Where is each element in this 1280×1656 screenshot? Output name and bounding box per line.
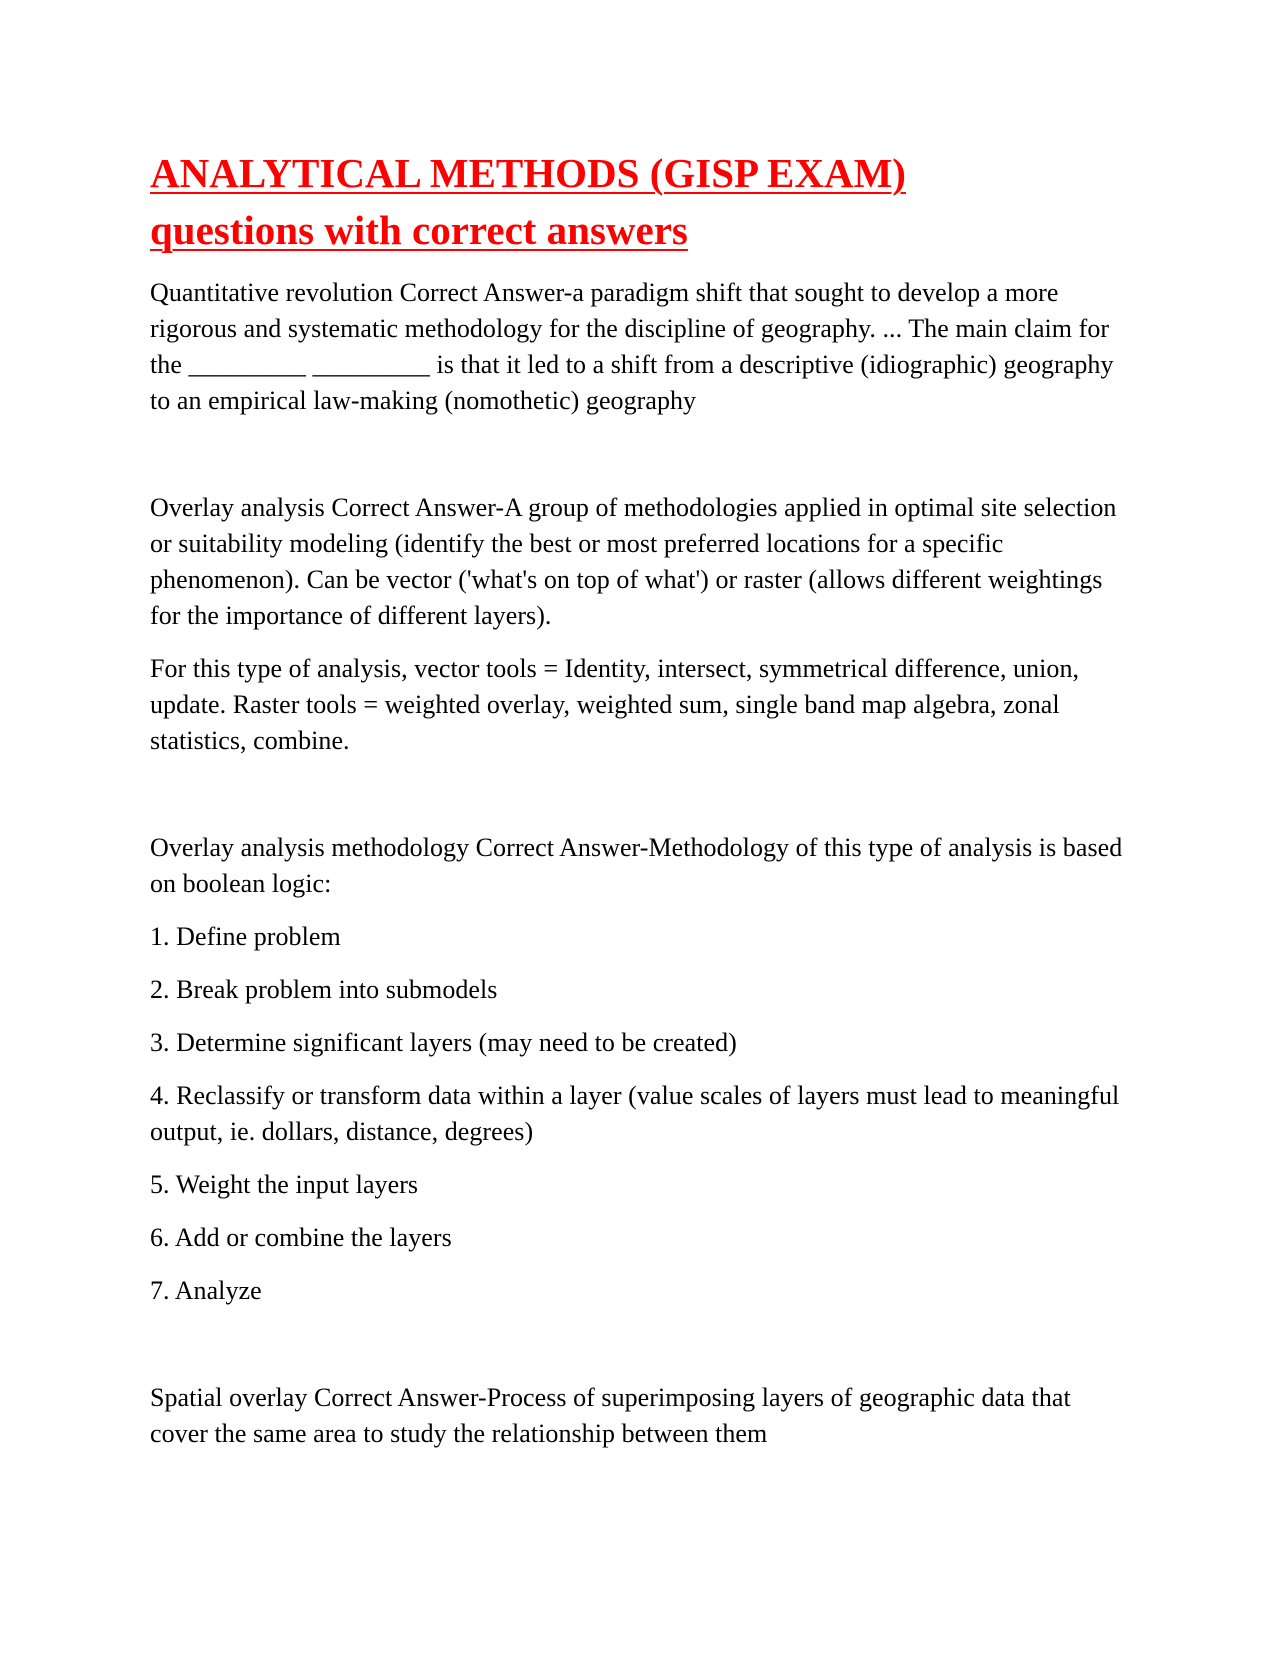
entry-overlay-tools: For this type of analysis, vector tools = Identity, intersect, symmetrical difference, union, update. Raster tools = weighted overlay, weighted sum, single band map algebra, zonal statistics, combine. <box>150 654 1080 755</box>
list-item-step-6: 6. Add or combine the layers <box>150 1223 452 1252</box>
entry-overlay-methodology: Overlay analysis methodology Correct Answer-Methodology of this type of analysis is based on boolean logic: <box>150 833 1123 898</box>
entry-quantitative-revolution: Quantitative revolution Correct Answer-a paradigm shift that sought to develop a more rigorous and systematic methodology for the discipline of geography. ... The main claim for the _________ _________ is that it led to a shift from a descriptive (idiographic) geography to an empirical law-making (nomothetic) geography <box>150 278 1114 415</box>
list-item-step-5: 5. Weight the input layers <box>150 1170 419 1199</box>
list-item-step-3: 3. Determine significant layers (may need to be created) <box>150 1028 737 1057</box>
title-line-2: questions with correct answers <box>150 207 688 253</box>
entry-overlay-analysis: Overlay analysis Correct Answer-A group of methodologies applied in optimal site selection or suitability modeling (identify the best or most preferred locations for a specific phenomenon). Can be vector ('what's on top of what') or raster (allows different weightings for the importance of different layers). <box>150 493 1117 630</box>
list-item-step-2: 2. Break problem into submodels <box>150 975 498 1004</box>
document-title <box>150 145 1135 259</box>
list-item-step-4: 4. Reclassify or transform data within a layer (value scales of layers must lead to meaningful output, ie. dollars, distance, degrees) <box>150 1081 1120 1146</box>
list-item-step-1: 1. Define problem <box>150 922 341 951</box>
list-item-step-7: 7. Analyze <box>150 1276 262 1305</box>
document-page <box>150 145 1135 1452</box>
title-line-1: ANALYTICAL METHODS (GISP EXAM) <box>150 150 906 196</box>
entry-spatial-overlay: Spatial overlay Correct Answer-Process of superimposing layers of geographic data that cover the same area to study the relationship between them <box>150 1383 1071 1448</box>
